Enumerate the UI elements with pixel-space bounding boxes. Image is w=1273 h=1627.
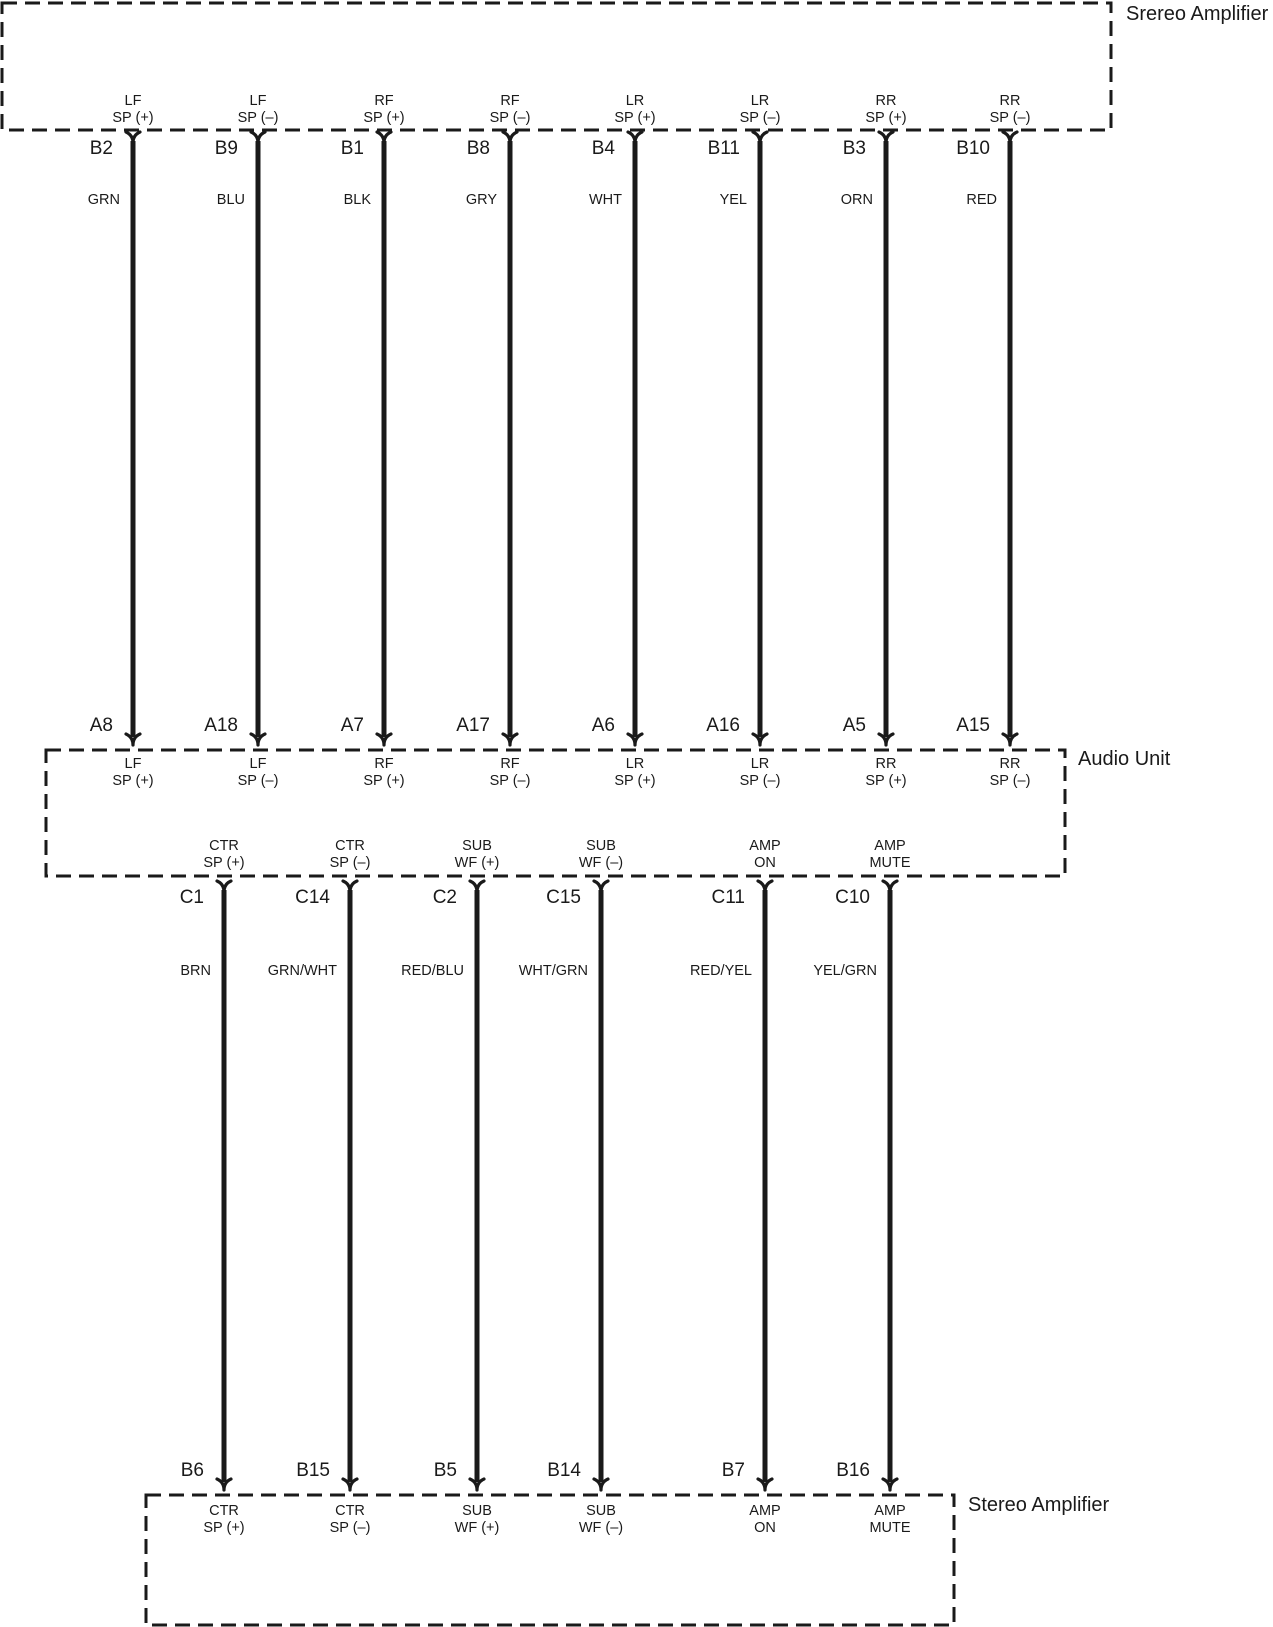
pin-c14: C14 xyxy=(295,887,330,908)
upper-b2-wire-group xyxy=(88,132,140,745)
connector-b10 xyxy=(1003,132,1017,143)
audio-bottom-pin-2-label-line1: SUB xyxy=(462,838,492,854)
wire-color-label: ORN xyxy=(840,192,873,208)
pin-b7: B7 xyxy=(721,1460,745,1481)
audio-top-pin-1-label-line2: SP (–) xyxy=(237,773,279,789)
wire-color-label: GRY xyxy=(465,192,497,208)
audio-top-pin-0-label-line1: LF xyxy=(124,756,142,772)
connector-b3 xyxy=(879,132,893,143)
pin-b11: B11 xyxy=(707,138,740,159)
pin-b16: B16 xyxy=(836,1460,870,1481)
wire-color-label: RED/BLU xyxy=(401,963,464,979)
audio-bottom-pin-1-label-line1: CTR xyxy=(335,838,365,854)
lower-c1-wire-group xyxy=(180,881,231,1490)
wire-color-label: YEL/GRN xyxy=(813,963,877,979)
connector-c2 xyxy=(470,881,484,892)
audio-bottom-pin-0-label-line2: SP (+) xyxy=(203,855,245,871)
bottom-amp-pin-5-label-line2: MUTE xyxy=(869,1520,911,1536)
audio-bottom-pin-4-label-line1: AMP xyxy=(749,838,781,854)
audio-bottom-pin-0-label-line1: CTR xyxy=(209,838,239,854)
pin-a5: A5 xyxy=(842,715,866,736)
bottom-amp-pin-0-label-line1: CTR xyxy=(209,1503,239,1519)
connector-c11 xyxy=(758,881,772,892)
pin-b1: B1 xyxy=(340,138,364,159)
upper-b4-wire-group xyxy=(589,132,642,745)
audio-bottom-pin-5-label-line1: AMP xyxy=(874,838,906,854)
pin-b15: B15 xyxy=(296,1460,330,1481)
bottom-amp-pin-2-label-line1: SUB xyxy=(462,1503,492,1519)
pin-c1: C1 xyxy=(179,887,204,908)
wire-color-label: BLK xyxy=(343,192,371,208)
bottom-amp-pin-1-label-line2: SP (–) xyxy=(329,1520,371,1536)
pin-a15: A15 xyxy=(956,715,990,736)
top-amp-pin-0-label-line1: LF xyxy=(124,93,142,109)
audio-top-pin-2-label-line2: SP (+) xyxy=(363,773,405,789)
wire-color-label: BRN xyxy=(180,963,211,979)
pin-c11: C11 xyxy=(711,887,745,908)
top-amp-pin-0-label-line2: SP (+) xyxy=(112,110,154,126)
audio-top-pin-4-label-line2: SP (+) xyxy=(614,773,656,789)
top-amp-pin-3-label-line1: RF xyxy=(500,93,520,109)
wire-color-label: RED/YEL xyxy=(689,963,752,979)
lower-c15-wire-group xyxy=(519,881,608,1490)
pin-a17: A17 xyxy=(456,715,490,736)
audio-top-pin-7-label-line2: SP (–) xyxy=(989,773,1031,789)
connector-b8 xyxy=(503,132,517,143)
connector-b2 xyxy=(126,132,140,143)
top-amp-pin-6-label-line1: RR xyxy=(875,93,897,109)
stereo-amplifier-top-box xyxy=(2,3,1111,130)
connector-b4 xyxy=(628,132,642,143)
wire-color-label: GRN xyxy=(87,192,120,208)
wire-color-label: GRN/WHT xyxy=(267,963,337,979)
lower-c10-wire-group xyxy=(813,881,897,1490)
pin-b2: B2 xyxy=(89,138,113,159)
audio-bottom-pin-1-label-line2: SP (–) xyxy=(329,855,371,871)
wire-color-label: WHT xyxy=(588,192,622,208)
audio-top-pin-0-label-line2: SP (+) xyxy=(112,773,154,789)
audio-unit-box xyxy=(46,750,1065,876)
top-amp-pin-5-label-line1: LR xyxy=(750,93,770,109)
audio-top-pin-6-label-line1: RR xyxy=(875,756,897,772)
audio-bottom-pin-2-label-line2: WF (+) xyxy=(454,855,500,871)
audio-top-pin-5-label-line2: SP (–) xyxy=(739,773,781,789)
upper-b10-wire-group xyxy=(956,132,1017,745)
top-amp-pin-1-label-line2: SP (–) xyxy=(237,110,279,126)
audio-top-pin-3-label-line2: SP (–) xyxy=(489,773,531,789)
audio-top-pin-2-label-line1: RF xyxy=(374,756,394,772)
audio-bottom-pin-3-label-line2: WF (–) xyxy=(578,855,624,871)
upper-b11-wire-group xyxy=(706,132,767,745)
bottom-amp-pin-0-label-line2: SP (+) xyxy=(203,1520,245,1536)
lower-c2-wire-group xyxy=(401,881,484,1490)
connector-b11 xyxy=(753,132,767,143)
connector-c1 xyxy=(217,881,231,892)
wire-color-label: YEL xyxy=(719,192,747,208)
pin-a6: A6 xyxy=(591,715,615,736)
lower-c11-wire-group xyxy=(690,881,772,1490)
bottom-amp-pin-4-label-line2: ON xyxy=(754,1520,776,1536)
top-amp-pin-1-label-line1: LF xyxy=(249,93,267,109)
pin-b10: B10 xyxy=(956,138,990,159)
pin-b3: B3 xyxy=(842,138,866,159)
top-amp-pin-6-label-line2: SP (+) xyxy=(865,110,907,126)
stereo-amplifier-bottom-box xyxy=(146,1495,954,1625)
pin-b8: B8 xyxy=(466,138,490,159)
bottom-amp-pin-3-label-line1: SUB xyxy=(586,1503,616,1519)
pin-c10: C10 xyxy=(835,887,870,908)
bottom-amp-pin-1-label-line1: CTR xyxy=(335,1503,365,1519)
audio-top-pin-4-label-line1: LR xyxy=(625,756,645,772)
pin-a16: A16 xyxy=(706,715,740,736)
audio-bottom-pin-5-label-line2: MUTE xyxy=(869,855,911,871)
top-amp-pin-7-label-line2: SP (–) xyxy=(989,110,1031,126)
stereo-amplifier-top-title: Srereo Amplifier xyxy=(1126,3,1269,25)
pin-b4: B4 xyxy=(591,138,615,159)
audio-bottom-pin-3-label-line1: SUB xyxy=(586,838,616,854)
lower-c14-wire-group xyxy=(268,881,357,1490)
top-amp-pin-2-label-line1: RF xyxy=(374,93,394,109)
audio-top-pin-5-label-line1: LR xyxy=(750,756,770,772)
upper-b1-wire-group xyxy=(341,132,391,745)
pin-b14: B14 xyxy=(547,1460,581,1481)
pin-a18: A18 xyxy=(204,715,238,736)
wire-color-label: BLU xyxy=(216,192,245,208)
audio-unit-title: Audio Unit xyxy=(1078,748,1171,770)
bottom-amp-pin-2-label-line2: WF (+) xyxy=(454,1520,500,1536)
wire-color-label: RED xyxy=(966,192,997,208)
connector-c14 xyxy=(343,881,357,892)
stereo-amplifier-bottom-title: Stereo Amplifier xyxy=(968,1494,1110,1516)
audio-top-pin-6-label-line2: SP (+) xyxy=(865,773,907,789)
connector-b1 xyxy=(377,132,391,143)
upper-b3-wire-group xyxy=(841,132,893,745)
bottom-amp-pin-4-label-line1: AMP xyxy=(749,1503,781,1519)
connector-c15 xyxy=(594,881,608,892)
upper-b8-wire-group xyxy=(456,132,517,745)
audio-bottom-pin-4-label-line2: ON xyxy=(754,855,776,871)
pin-b9: B9 xyxy=(214,138,238,159)
connector-b9 xyxy=(251,132,265,143)
pin-c2: C2 xyxy=(432,887,457,908)
wire-color-label: WHT/GRN xyxy=(518,963,588,979)
top-amp-pin-3-label-line2: SP (–) xyxy=(489,110,531,126)
audio-top-pin-3-label-line1: RF xyxy=(500,756,520,772)
audio-top-pin-1-label-line1: LF xyxy=(249,756,267,772)
top-amp-pin-2-label-line2: SP (+) xyxy=(363,110,405,126)
pin-a7: A7 xyxy=(340,715,364,736)
connector-c10 xyxy=(883,881,897,892)
top-amp-pin-5-label-line2: SP (–) xyxy=(739,110,781,126)
pin-b5: B5 xyxy=(433,1460,457,1481)
bottom-amp-pin-5-label-line1: AMP xyxy=(874,1503,906,1519)
audio-top-pin-7-label-line1: RR xyxy=(999,756,1021,772)
pin-c15: C15 xyxy=(546,887,581,908)
upper-b9-wire-group xyxy=(204,132,265,745)
pin-a8: A8 xyxy=(89,715,113,736)
top-amp-pin-4-label-line2: SP (+) xyxy=(614,110,656,126)
bottom-amp-pin-3-label-line2: WF (–) xyxy=(578,1520,624,1536)
top-amp-pin-7-label-line1: RR xyxy=(999,93,1021,109)
top-amp-pin-4-label-line1: LR xyxy=(625,93,645,109)
pin-b6: B6 xyxy=(180,1460,204,1481)
pin-function-labels xyxy=(112,93,1030,1536)
